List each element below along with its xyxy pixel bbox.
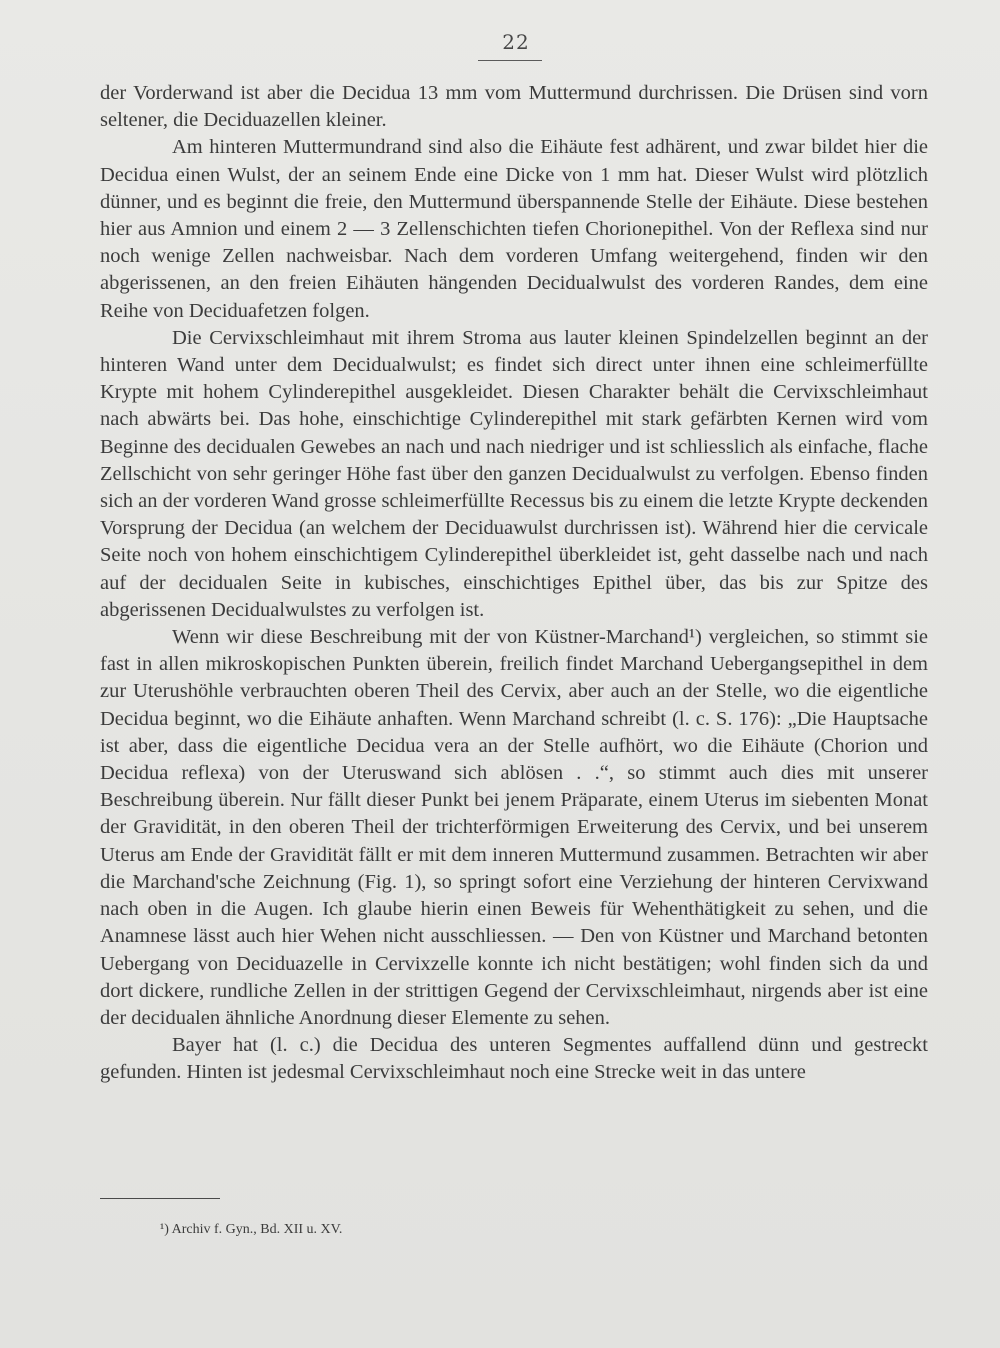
footnote-text: Archiv f. Gyn., Bd. XII u. XV. — [171, 1222, 343, 1237]
paragraph-4: Wenn wir diese Beschreibung mit der von Küstner-Marchand¹) vergleichen, so stimmt sie fast in allen mikroskopischen Punkten überein, freilich findet Marchand Uebergangsepithel in dem zur Uterushöhle verbrauchten oberen Theil des Cervix, aber auch an der Stelle, wo die eigentliche Decidua beginnt, wo die Eihäute anhaften. Wenn Marchand schreibt (l. c. S. 176): „Die Hauptsache ist aber, dass die eigentliche Decidua vera an der Stelle aufhört, wo die Eihäute (Chorion und Decidua reflexa) von der Uteruswand sich ablösen . .“, so stimmt auch dies mit unserer Beschreibung überein. Nur fällt dieser Punkt bei jenem Präparate, einem Uterus im siebenten Monat der Gravidität, in den oberen Theil der trichterförmigen Erweiterung des Cervix, und bei unserem Uterus am Ende der Gravidität fällt er mit dem inneren Muttermund zusammen. Betrachten wir aber die Marchand'sche Zeichnung (Fig. 1), so springt sofort eine Verziehung der hinteren Cervixwand nach oben in die Augen. Ich glaube hierin einen Beweis für Wehenthätigkeit zu sehen, und die Anamnese lässt auch hier Wehen nicht ausschliessen. — Den von Küstner und Marchand betonten Uebergang von Deciduazelle in Cervixzelle konnte ich nicht bestätigen; wohl finden sich da und dort dickere, rundliche Zellen in der strittigen Gegend der Cervixschleimhaut, nirgends aber ist eine der decidualen ähnliche Anordnung dieser Elemente zu sehen. — [100, 626, 928, 1029]
paragraph-1: der Vorderwand ist aber die Decidua 13 mm vom Muttermund durchrissen. Die Drüsen sind vorn seltener, die Deciduazellen kleiner. — [100, 82, 928, 132]
page-number: 22 — [502, 30, 530, 54]
footnote-marker: ¹) — [160, 1222, 169, 1237]
body-text — [100, 80, 928, 1087]
paragraph-2: Am hinteren Muttermundrand sind also die Eihäute fest adhärent, und zwar bildet hier die Decidua einen Wulst, der an seinem Ende eine Dicke von 1 mm hat. Dieser Wulst wird plötzlich dünner, und es beginnt die freie, den Muttermund überspannende Stelle der Eihäute. Diese bestehen hier aus Amnion und einem 2 — 3 Zellenschichten tiefen Chorionepithel. Von der Reflexa sind nur noch wenige Zellen nachweisbar. Nach dem vorderen Umfang weitergehend, finden wir den abgerissenen, an den freien Eihäuten hängenden Decidualwulst des vorderen Randes, dem eine Reihe von Deciduafetzen folgen. — [100, 136, 928, 322]
footnote — [160, 1222, 342, 1238]
paragraph-3: Die Cervixschleimhaut mit ihrem Stroma aus lauter kleinen Spindelzellen beginnt an der hinteren Wand unter dem Decidualwulst; es findet sich direct unter ihnen eine schleimerfüllte Krypte mit hohem Cylinderepithel ausgekleidet. Diesen Charakter behält die Cervixschleimhaut nach abwärts bei. Das hohe, einschichtige Cylinderepithel mit stark gefärbten Kernen wird vom Beginne des decidualen Gewebes an nach und nach niedriger und ist schliesslich als einfache, flache Zellschicht von sehr geringer Höhe fast über den ganzen Decidualwulst zu verfolgen. Ebenso finden sich an der vorderen Wand grosse schleimerfüllte Recessus bis zu einem die letzte Krypte deckenden Vorsprung der Decidua (an welchem der Deciduawulst durchrissen ist). Während hier die cervicale Seite noch von hohem einschichtigem Cylinderepithel überkleidet ist, geht dasselbe nach und nach auf der decidualen Seite in kubisches, einschichtiges Epithel über, das bis zur Spitze des abgerissenen Decidualwulstes zu verfolgen ist. — [100, 326, 928, 621]
page-number-rule — [478, 60, 542, 61]
footnote-rule — [100, 1198, 220, 1199]
paragraph-5: Bayer hat (l. c.) die Decidua des unteren Segmentes auffallend dünn und gestreckt gefunden. Hinten ist jedesmal Cervixschleimhaut noch eine Strecke weit in das untere — [100, 1034, 928, 1084]
